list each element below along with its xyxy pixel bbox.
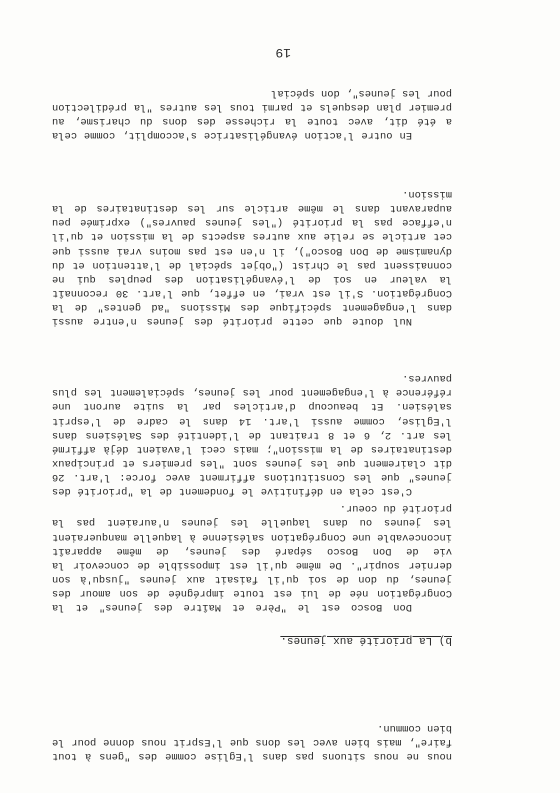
- page-number: 19: [275, 45, 291, 60]
- paragraph-priorite: C'est cela en définitive le fondement de la "priorité des jeunes" que les Constitutions affirment avec force: l'art. 26 dit clairement que les jeunes sont "les premiers et principaux destinataires de la mission"; mais ceci l'avaient déjà affirmé les art. 2, 6 et 8 traitant de l'identité des Salésiens dans l'Eglise, comme aussi l'art. 14 dans le cadre de l'esprit salésien. Et beaucoup d'articles par la suite auront une référence à l'engagement pour les jeunes, spécialement les plus pauvres.: [52, 372, 452, 497]
- paragraph-intro: nous ne nous situons pas dans l'Eglise comme des "gens à tout faire", mais bien avec les dons que l'Esprit nous donne pour le bien commun.: [52, 721, 452, 762]
- paragraph-evangelisation: En outre l'action évangélisatrice s'accomplit, comme cela a été dit, avec toute la richesse des dons du charisme, au premier plan desquels et parmi tous les autres "la prédilection pour les jeunes", don spécial: [52, 86, 452, 141]
- paragraph-don-bosco: Don Bosco est le "Père et Maître des jeunes" et la Congrégation née de lui est toute imprégnée de son amour des jeunes, du don de soi qu'il faisait aux jeunes "jusqu'à son dernier soupir". De même qu'il est impossible de concevoir la vie de Don Bosco séparé des jeunes, de même apparaît inconcevable une Congrégation salésienne à laquelle manqueraient les jeunes ou dans laquelle les jeunes n'auraient pas la priorité du coeur.: [52, 502, 452, 613]
- paragraph-missions: Nul doute que cette priorité des jeunes n'entre aussi dans l'engagement spécifique des Missions "ad gentes" de la Congrégation. S'il est vrai, en effet, que l'art. 30 reconnaît la valeur en soi de l'évangélisation des peuples qui ne connaissent pas le Christ ("objet spécial de l'attention et du dynamisme de Don Bosco"), il n'en est pas moins vrai aussi que cet article se relie aux autres aspects de la mission et qu'il n'efface pas la priorité ("les jeunes pauvres") exprimée peu auparavant dans le même article sur les destinataires de la mission.: [52, 188, 452, 327]
- section-heading: b) La priorité aux jeunes.: [280, 634, 452, 646]
